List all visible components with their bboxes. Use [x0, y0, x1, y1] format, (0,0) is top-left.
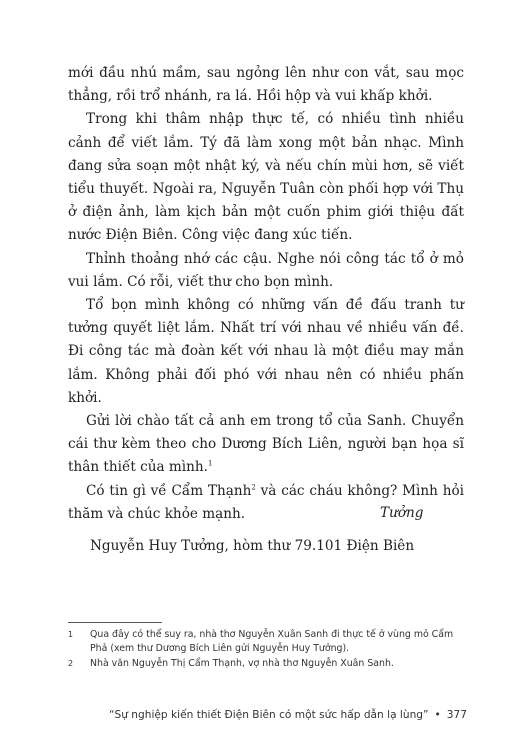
footnote-number: 2	[68, 659, 74, 669]
paragraph-5-text: Gửi lời chào tất cả anh em trong tổ của Sanh. Chuyển cái thư kèm theo cho Dương Bích Liên, người bạn họa sĩ thân thiết của mình.	[68, 413, 464, 476]
footnote-1	[68, 628, 464, 655]
paragraph-2	[68, 108, 464, 247]
footer-separator: •	[434, 709, 441, 721]
signature: Tưởng	[380, 505, 424, 521]
paragraph-6-text: Có tin gì về Cẩm Thạnh	[86, 482, 252, 499]
paragraph-1-text: mới đầu nhú mầm, sau ngỏng lên như con vắt, sau mọc thẳng, rồi trổ nhánh, ra lá. Hồi hộp và vui khấp khởi.	[68, 65, 464, 105]
paragraph-4-text: Tổ bọn mình không có những vấn đề đấu tranh tư tưởng quyết liệt lắm. Nhất trí với nhau về nhiều vấn đề. Đi công tác mà đoàn kết với nhau là một điều may mắn lắm. Không phải đối phó với nhau nên có nhiều phấn khởi.	[68, 297, 464, 406]
footnote-number: 1	[68, 630, 74, 639]
paragraph-2-text: Trong khi thâm nhập thực tế, có nhiều tình nhiều cảnh để viết lắm. Tý đã làm xong một bản nhạc. Mình đang sửa soạn một nhật ký, và nếu chín mùi hơn, sẽ viết tiểu thuyết. Ngoài ra, Nguyễn Tuân còn phối hợp với Thụ ở điện ảnh, làm kịch bản một cuốn phim giới thiệu đất nước Điện Biên. Công việc đang xúc tiến.	[68, 111, 464, 244]
paragraph-1	[68, 62, 464, 108]
paragraph-3-text: Thỉnh thoảng nhớ các cậu. Nghe nói công tác tổ ở mỏ vui lắm. Có rỗi, viết thư cho bọn mình.	[68, 250, 464, 290]
footnote-text: Nhà văn Nguyễn Thị Cẩm Thạnh, vợ nhà thơ Nguyễn Xuân Sanh.	[90, 658, 394, 670]
paragraph-5	[68, 410, 464, 480]
running-footer	[109, 709, 467, 721]
sender-address: Nguyễn Huy Tưởng, hòm thư 79.101 Điện Biên	[90, 538, 415, 554]
footnote-text: Qua đây có thể suy ra, nhà thơ Nguyễn Xuân Sanh đi thực tế ở vùng mỏ Cẩm Phả (xem thư Dương Bích Liên gửi Nguyễn Huy Tưởng).	[90, 629, 454, 654]
footnote-ref-1[interactable]: 1	[207, 459, 213, 468]
footnote-ref-2[interactable]: 2	[251, 483, 256, 492]
footnote-divider	[68, 622, 162, 623]
paragraph-3	[68, 248, 464, 294]
paragraph-6-text-after: và các cháu không? Mình hỏi thăm và chúc khỏe mạnh.	[68, 482, 464, 522]
page-number: 377	[446, 709, 467, 721]
footnote-2	[68, 657, 464, 671]
chapter-title: “Sự nghiệp kiến thiết Điện Biên có một sức hấp dẫn lạ lùng”	[109, 709, 429, 721]
paragraph-4	[68, 294, 464, 410]
letter-body	[68, 62, 464, 526]
footnotes	[68, 628, 464, 673]
